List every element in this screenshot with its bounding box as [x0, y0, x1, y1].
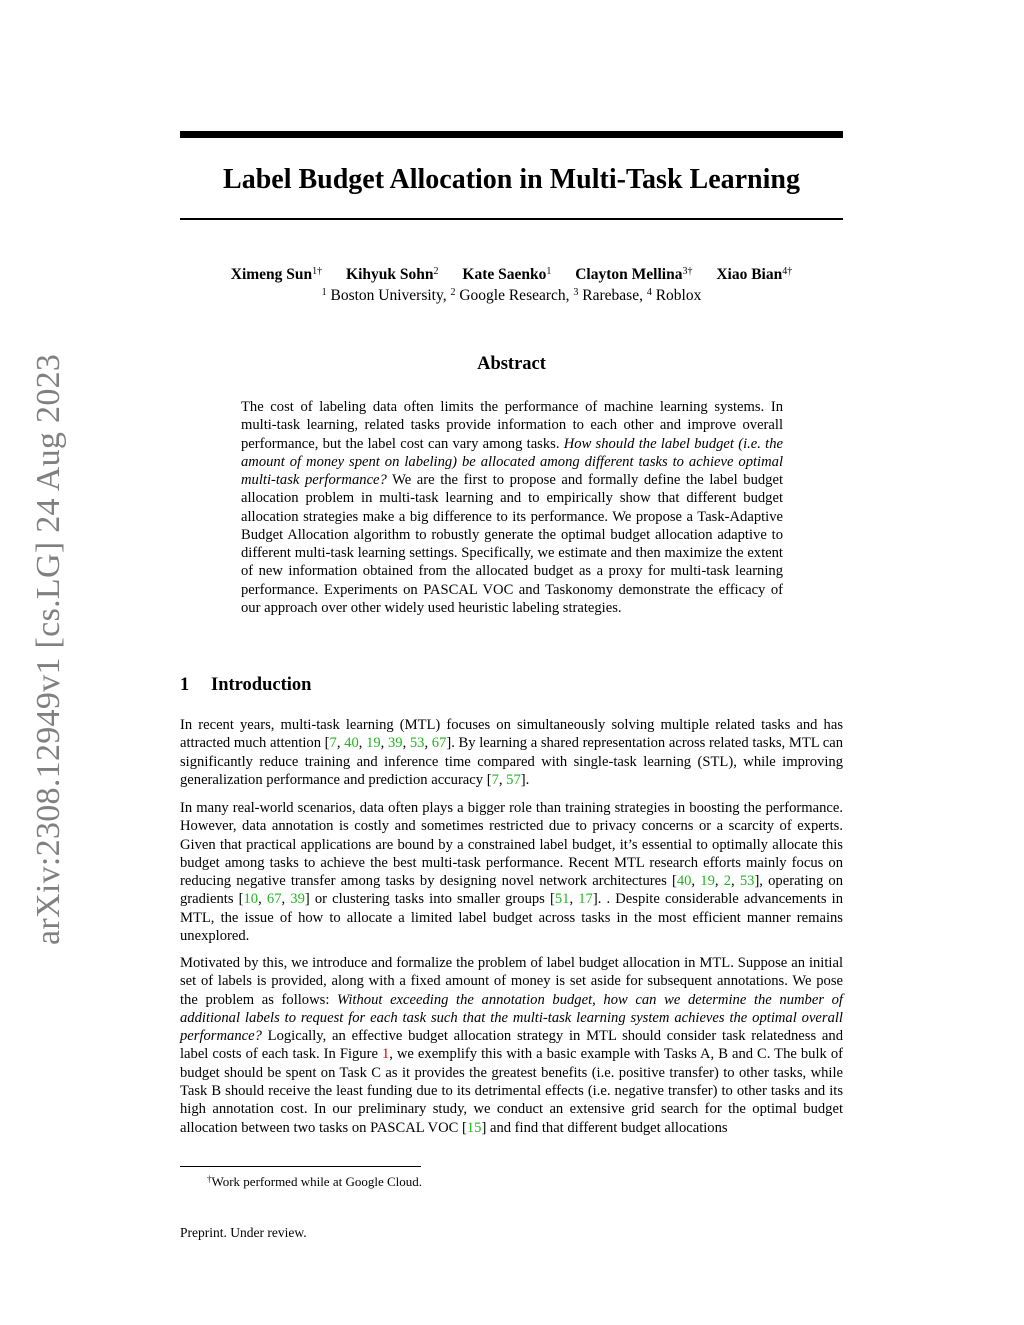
citation-link[interactable]: 7: [329, 735, 337, 752]
affiliation: Boston University,: [330, 287, 447, 304]
citation-link[interactable]: 17: [578, 891, 593, 908]
abstract-research-question: How should the label budget (i.e. the amount of money spent on labeling) be allocated among different tasks to achieve optimal multi-task performance?: [241, 435, 783, 488]
citation-link[interactable]: 57: [506, 771, 521, 788]
footnote-rule: [180, 1166, 421, 1167]
author: Clayton Mellina$^{3\dagger}$: [575, 266, 693, 283]
intro-paragraph-2: In many real-world scenarios, data often plays a bigger role than training strategies in boosting the performance. However, data annotation is costly and sometimes restricted due to privacy concerns or a scarcity of experts. Given that practical applications are bound by a constrained label budget, it’s essential to optimally allocate this budget among tasks to achieve the best multi-task performance. Recent MTL research efforts mainly focus on reducing negative transfer among tasks by designing novel network architectures [40, 19, 2, 53], operating on gradients [10, 67, 39] or clustering tasks into smaller groups [51, 17]. . Despite considerable advancements in MTL, the issue of how to allocate a limited label budget across tasks in the most efficient manner remains unexplored.: [180, 800, 844, 945]
intro-paragraph-1: In recent years, multi-task learning (MTL) focuses on simultaneously solving multiple related tasks and has attracted much attention [7, 40, 19, 39, 53, 67]. By learning a shared representation across related tasks, MTL can significantly reduce training and inference time compared with single-task learning (STL), while improving generalization performance and prediction accuracy [7, 57].: [180, 717, 844, 788]
citation-link[interactable]: 53: [409, 735, 425, 752]
citation-link[interactable]: 39: [387, 735, 403, 752]
footnote: †Work performed while at Google Cloud.: [207, 1174, 423, 1189]
abstract-body: The cost of labeling data often limits the performance of machine learning systems. In multi-task learning, related tasks provide information to each other and improve overall performance, but the label cost can vary among tasks. How should the label budget (i.e. the amount of money spent on labeling) be allocated among different tasks to achieve optimal multi-task performance? We are the first to propose and formally define the label budget allocation problem in multi-task learning and to empirically show that different budget allocation strategies make a big difference to its performance. We propose a Task-Adaptive Budget Allocation algorithm to robustly generate the optimal budget allocation adaptive to different multi-task learning settings. Specifically, we estimate and then maximize the extent of new information obtained from the allocated budget as a proxy for multi-task learning performance. Experiments on PASCAL VOC and Taskonomy demonstrate the efficacy of our approach over other widely used heuristic labeling strategies.: [241, 399, 783, 616]
figure-reference-link[interactable]: 1: [381, 1046, 390, 1063]
citation-link[interactable]: 40: [676, 873, 692, 890]
citation-link[interactable]: 39: [290, 891, 305, 908]
title-top-rule: [180, 131, 843, 138]
affiliation: Roblox: [655, 287, 702, 304]
citation-link[interactable]: 2: [723, 873, 731, 890]
citation-link[interactable]: 19: [366, 735, 381, 752]
paper-title: Label Budget Allocation in Multi-Task Learning: [223, 164, 800, 195]
author-list: [180, 265, 843, 285]
citation-link[interactable]: 51: [554, 891, 570, 908]
citation-link[interactable]: 67: [431, 735, 447, 752]
preprint-notice: Preprint. Under review.: [180, 1225, 307, 1240]
affiliation: Google Research,: [459, 287, 570, 304]
author: Ximeng Sun$^{1\dagger}$: [230, 266, 323, 283]
abstract-heading: Abstract: [477, 354, 546, 374]
title-bottom-rule: [180, 218, 843, 220]
citation-link[interactable]: 19: [700, 873, 715, 890]
intro-paragraph-3: Motivated by this, we introduce and formalize the problem of label budget allocation in MTL. Suppose an initial set of labels is provided, along with a fixed amount of money is set aside for subsequent annotations. We pose the problem as follows: Without exceeding the annotation budget, how can we determine the number of additional labels to request for each task such that the multi-task learning system achieves the optimal overall performance? Logically, an effective budget allocation strategy in MTL should consider task relatedness and label costs of each task. In Figure 1, we exemplify this with a basic example with Tasks A, B and C. The bulk of budget should be spent on Task C as it provides the greatest benefits (i.e. positive transfer) to other tasks, while Task B should receive the least funding due to its detrimental effects (i.e. negative transfer) to other tasks and its high annotation cost. In our preliminary study, we conduct an extensive grid search for the optimal budget allocation between two tasks on PASCAL VOC [15] and find that different budget allocations: [180, 955, 843, 1136]
author: Kate Saenko$^1$: [462, 266, 552, 283]
problem-statement: Without exceeding the annotation budget, how can we determine the number of additional labels to request for each task such that the multi-task learning system achieves the optimal overall performance?: [180, 991, 843, 1045]
citation-link[interactable]: 7: [491, 771, 499, 788]
affiliation-list: $^1$ Boston University, $^2$ Google Research, $^3$ Rarebase, $^4$ Roblox: [321, 287, 702, 304]
section-heading: 1 Introduction: [180, 675, 312, 695]
author: Xiao Bian$^{4\dagger}$: [716, 266, 793, 283]
arxiv-identifier-stamp: arXiv:2308.12949v1 [cs.LG] 24 Aug 2023: [30, 353, 67, 945]
citation-link[interactable]: 53: [739, 873, 755, 890]
citation-link[interactable]: 10: [243, 891, 259, 908]
citation-link[interactable]: 67: [266, 891, 282, 908]
affiliation: Rarebase,: [582, 287, 643, 304]
citation-link[interactable]: 15: [466, 1119, 482, 1136]
citation-link[interactable]: 40: [344, 735, 359, 752]
author: Kihyuk Sohn$^2$: [346, 266, 439, 283]
